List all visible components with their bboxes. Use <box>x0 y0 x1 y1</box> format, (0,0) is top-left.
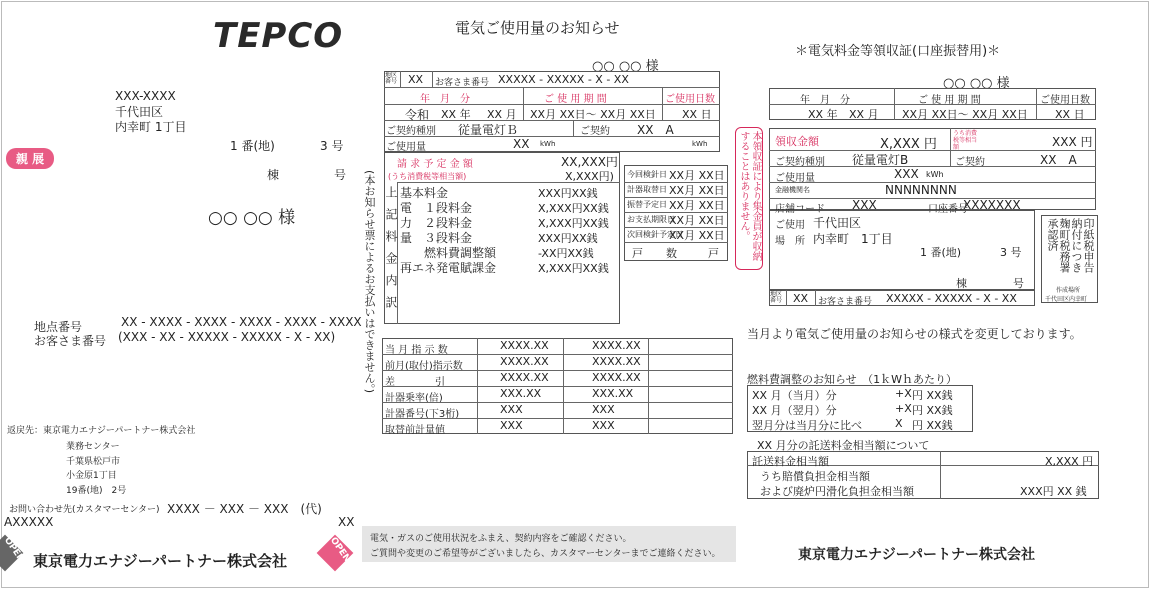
breakdown-label: 電 １段料金 <box>400 201 473 215</box>
format-change-note: 当月より電気ご使用量のお知らせの様式を変更しております。 <box>747 327 1082 341</box>
meter-value: XXX.XX <box>592 387 634 400</box>
meter-label: 計器番号(下3桁) <box>385 409 460 420</box>
wheeling-value: X,XXX 円 <box>1045 455 1094 468</box>
meter-value: XXXX.XX <box>500 339 549 352</box>
period-header: ご 使 用 期 間 <box>544 94 607 105</box>
table-rule <box>382 418 733 419</box>
fuel-value: 円 XX銭 <box>912 404 953 417</box>
date-value: XX月 XX日 <box>669 184 725 197</box>
r-customer-label: お客さま番号 <box>818 297 873 307</box>
breakdown-label: 量 ３段料金 <box>400 231 473 245</box>
meter-value: XXXX.XX <box>592 339 641 352</box>
days-header: ご使用日数 <box>665 94 715 105</box>
customer-number-value: (XXX - XX - XXXXX - XXXXX - X - XX) <box>118 330 336 344</box>
r-usage-value: XXX <box>894 167 919 181</box>
meter-label: 前月(取付)指示数 <box>385 361 463 372</box>
customer-no-label: お客さま番号 <box>435 78 490 88</box>
bill-value: XX,XXX円 <box>561 155 618 169</box>
stamp-text: 印紙税申告納付につき麹町税務署承認済 <box>1046 218 1095 273</box>
breakdown-value: XXX円XX銭 <box>538 232 598 245</box>
company-name-left: 東京電力エナジーパートナー株式会社 <box>33 552 287 570</box>
place-banchi: 1 番(地) <box>920 246 962 259</box>
tepco-logo: TEPCO <box>213 16 344 56</box>
r-month-header: 年 月 分 <box>800 95 850 106</box>
return-address-label: 返戻先：東京電力エナジーパートナー株式会社 <box>7 426 196 436</box>
middle-recipient-name: ○○ ○○ 様 <box>592 59 659 74</box>
date-label: お支払期限日 <box>627 215 675 224</box>
meter-value: XXX <box>592 419 615 432</box>
footer-note-2: ご質問や変更のご希望等がございましたら、カスタマーセンターまでご連絡ください。 <box>370 549 721 559</box>
breakdown-label: 上記料金内訳 <box>384 186 398 318</box>
date-value: XX月 XX日 <box>669 229 725 242</box>
place-building: 棟 <box>956 277 967 290</box>
fuel-value: 円 XX銭 <box>912 389 953 402</box>
tax-label: (うち消費税等相当額) <box>388 172 467 181</box>
place-line-1: 千代田区 <box>813 216 862 230</box>
meter-value: XXXX.XX <box>592 355 641 368</box>
customer-number-label: お客さま番号 <box>34 334 107 348</box>
issuer-value: 千代田区内幸町 <box>1045 296 1088 303</box>
meter-value: XXX <box>592 403 615 416</box>
return-line-1: 業務センター <box>66 442 120 452</box>
usage-period: XX月 XX日～ XX月 XX日 <box>530 108 656 121</box>
breakdown-value: -XX円XX銭 <box>538 247 594 260</box>
right-recipient-name: ○○ ○○ 様 <box>943 76 1010 91</box>
place-label-2: 場 所 <box>775 236 805 247</box>
point-number-value: XX - XXXX - XXXX - XXXX - XXXX - XXXX <box>121 315 362 329</box>
r-usage-label: ご使用量 <box>775 173 815 184</box>
fuel-value: 円 XX銭 <box>912 419 953 432</box>
table-rule <box>382 386 733 387</box>
date-label: 振替予定日 <box>627 200 667 209</box>
usage-unit-2: kWh <box>692 140 708 148</box>
households-c: 戸 <box>708 247 719 260</box>
district-label: 地区番号 <box>385 72 398 85</box>
usage-unit: kWh <box>540 140 556 148</box>
fuel-sign: X <box>895 417 903 430</box>
address-banchi: 1 番(地) <box>230 139 275 153</box>
fuel-label: 翌月分は当月分に比べ <box>752 419 862 432</box>
meter-value: XXXX.XX <box>500 355 549 368</box>
company-name-right: 東京電力エナジーパートナー株式会社 <box>798 547 1036 563</box>
households-b: 数 <box>666 247 677 260</box>
sender-code: AXXXXX <box>4 515 54 529</box>
fuel-label: XX 月（当月）分 <box>752 389 837 402</box>
breakdown-value: X,XXX円XX銭 <box>538 262 609 275</box>
r-contract-label: ご契約種別 <box>775 157 825 168</box>
wheeling-label: 託送料金相当額 <box>752 455 829 468</box>
payment-note: (本お知らせ票によるお支払いはできません。) <box>363 170 376 394</box>
place-go: 3 号 <box>1000 246 1022 259</box>
bank-label: 金融機関名 <box>775 186 810 194</box>
store-label: 店舗コード <box>775 204 825 215</box>
r-period: XX月 XX日～ XX月 XX日 <box>902 108 1028 121</box>
breakdown-value: XXX円XX銭 <box>538 187 598 200</box>
table-rule <box>382 370 733 371</box>
date-value: XX月 XX日 <box>669 214 725 227</box>
r-district-label: 地区番号 <box>770 291 783 304</box>
r-contract-value: 従量電灯B <box>852 153 909 167</box>
month-header: 年 月 分 <box>420 94 470 105</box>
households-a: 戸 <box>632 247 643 260</box>
bank-value: NNNNNNNN <box>885 183 957 197</box>
meter-value: XXX <box>500 403 523 416</box>
r-days: XX 日 <box>1055 108 1085 121</box>
contract-label: ご契約 <box>580 126 610 137</box>
usage-value: XX <box>513 137 530 151</box>
usage-place-box <box>769 210 1035 290</box>
r-days-header: ご使用日数 <box>1040 95 1090 106</box>
r-tax-label: うち消費税等相当額 <box>953 130 978 151</box>
return-line-3: 小金原1丁目 <box>66 471 117 481</box>
meter-label: 当 月 指 示 数 <box>385 345 448 356</box>
bill-label: 請 求 予 定 金 額 <box>397 159 473 170</box>
fuel-title: 燃料費調整のお知らせ （1ｋWｈあたり） <box>747 373 958 386</box>
store-value: XXX <box>852 198 877 212</box>
collector-note: 本領収証により集金員が収納することはありません。 <box>738 131 761 261</box>
breakdown-label: 燃料費調整額 <box>400 246 497 260</box>
date-label: 次回検針予定日 <box>627 230 683 239</box>
breakdown-label: 再エネ発電賦課金 <box>400 261 497 275</box>
confidential-badge: 親 展 <box>6 148 54 169</box>
r-district-value: XX <box>793 292 809 305</box>
recipient-name: ○○ ○○ 様 <box>208 208 296 228</box>
meter-value: XXXX.XX <box>500 371 549 384</box>
district-value: XX <box>408 73 424 86</box>
r-usage-unit: kWh <box>926 170 944 179</box>
date-label: 計器取替日 <box>627 185 667 194</box>
amount-value: X,XXX 円 <box>880 137 937 152</box>
amount-label: 領収金額 <box>775 135 819 148</box>
return-line-4: 19番(地) 2号 <box>66 486 127 496</box>
notice-title: 電気ご使用量のお知らせ <box>455 19 620 37</box>
bill-month: XX 月 <box>487 108 517 121</box>
account-value: XXXXXXX <box>963 198 1021 212</box>
breakdown-value: X,XXX円XX銭 <box>538 202 609 215</box>
fuel-sign: +X <box>895 387 912 400</box>
meter-value: XXX <box>500 419 523 432</box>
table-rule <box>382 354 733 355</box>
r-period-header: ご 使 用 期 間 <box>918 95 981 106</box>
contract-type-label: ご契約種別 <box>386 126 436 137</box>
meter-label: 差 引 <box>385 377 445 388</box>
r-tax-value: XXX 円 <box>1052 135 1093 149</box>
account-label: 口座番号 <box>928 204 968 215</box>
address-line-1: 千代田区 <box>115 105 164 119</box>
r-year: XX 年 <box>808 108 838 121</box>
footer-note-1: 電気・ガスのご使用状況をふまえ、契約内容をご確認ください。 <box>370 534 632 544</box>
breakdown-value: X,XXX円XX銭 <box>538 217 609 230</box>
open-tab-label-2: OPEN <box>327 535 353 565</box>
wheeling-value: XXX円 XX 銭 <box>1020 485 1087 498</box>
inquiry-phone: XXXX － XXX － XXX (代) <box>167 502 322 516</box>
date-value: XX月 XX日 <box>669 169 725 182</box>
inquiry-label: お問い合わせ先(カスタマーセンター) <box>9 505 160 515</box>
breakdown-label: 力 ２段料金 <box>400 216 473 230</box>
receipt-title: ＊電気料金等領収証(口座振替用)＊ <box>795 44 1001 59</box>
meter-label: 取替前計量値 <box>385 425 445 436</box>
fuel-label: XX 月（翌月）分 <box>752 404 837 417</box>
r-contract2-value: XX A <box>1040 153 1077 167</box>
meter-value: XXXX.XX <box>592 371 641 384</box>
return-line-2: 千葉県松戸市 <box>66 457 121 467</box>
table-rule <box>624 242 728 243</box>
usage-label: ご使用量 <box>386 142 426 153</box>
place-line-2: 内幸町 1丁目 <box>813 232 893 246</box>
r-contract2-label: ご契約 <box>955 157 985 168</box>
place-label-1: ご使用 <box>775 220 805 231</box>
tax-value: X,XXX円) <box>565 170 614 183</box>
address-go: 3 号 <box>320 139 344 153</box>
meter-value: XXX.XX <box>500 387 542 400</box>
issuer-label: 作成場所 <box>1056 287 1081 294</box>
sender-code-right: XX <box>338 515 355 529</box>
date-label: 今回検針日 <box>627 170 667 179</box>
postal-code: XXX-XXXX <box>115 89 176 103</box>
address-line-2: 内幸町 1丁目 <box>115 120 187 134</box>
customer-no-value: XXXXX - XXXXX - X - XX <box>498 73 629 86</box>
bill-year: XX 年 <box>441 108 471 121</box>
address-building: 棟 <box>267 168 280 182</box>
open-tab-label: OPEN <box>1 535 27 565</box>
table-rule <box>382 402 733 403</box>
usage-days: XX 日 <box>682 108 712 121</box>
wheeling-label: および廃炉円滑化負担金相当額 <box>760 485 914 498</box>
date-value: XX月 XX日 <box>669 199 725 212</box>
contract-value: XX A <box>637 123 674 137</box>
address-room: 号 <box>334 168 347 182</box>
r-month: XX 月 <box>849 108 879 121</box>
point-number-label: 地点番号 <box>34 320 83 334</box>
era: 令和 <box>405 108 430 122</box>
fuel-sign: +X <box>895 402 912 415</box>
r-customer-value: XXXXX - XXXXX - X - XX <box>886 292 1017 305</box>
contract-type-value: 従量電灯Ｂ <box>458 123 519 137</box>
meter-label: 計器乗率(倍) <box>385 393 443 404</box>
wheeling-label: うち賠償負担金相当額 <box>760 470 870 483</box>
wheeling-title: XX 月分の託送料金相当額について <box>757 439 930 452</box>
place-room: 号 <box>1013 277 1024 290</box>
breakdown-label: 基本料金 <box>400 186 449 200</box>
